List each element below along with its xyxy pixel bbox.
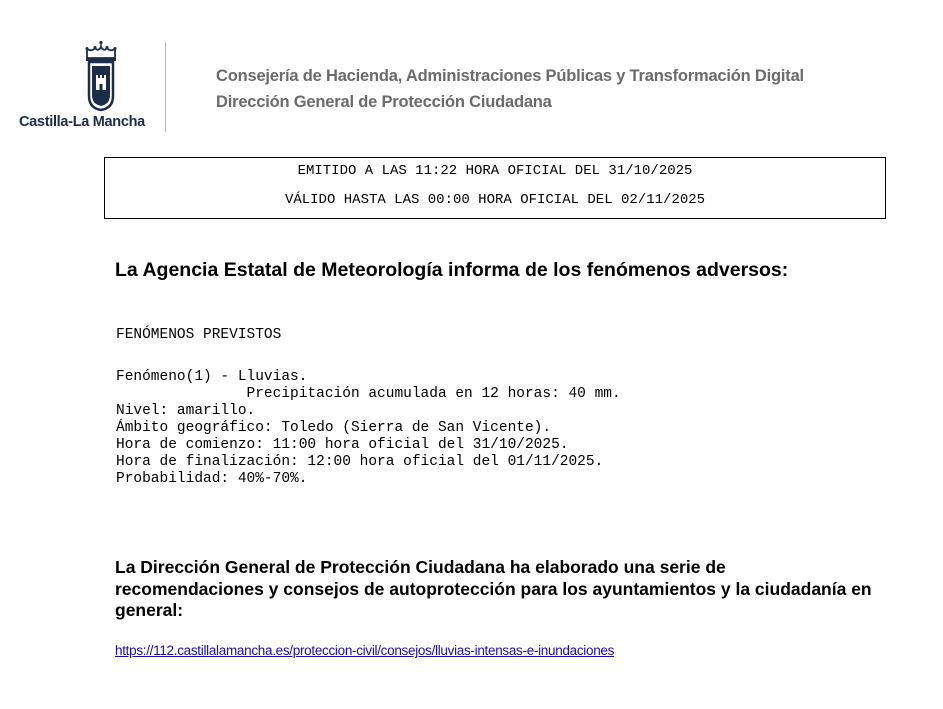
header-divider	[165, 42, 166, 132]
precipitation-line: Precipitación acumulada en 12 horas: 40 mm.	[116, 386, 621, 402]
phenomena-details	[116, 369, 621, 488]
logo-text: Castilla-La Mancha	[19, 114, 145, 130]
scope-line: Ámbito geográfico: Toledo (Sierra de San Vicente).	[116, 420, 552, 436]
castilla-la-mancha-logo	[14, 40, 164, 135]
phenomenon-line: Fenómeno(1) - Lluvias.	[116, 369, 308, 385]
recommendations-text: La Dirección General de Protección Ciudadana ha elaborado una serie de recomendaciones y consejos de autoprotección para los ayuntamientos y la ciudadanía en general:	[115, 557, 872, 620]
crown-icon	[84, 40, 118, 62]
emission-box	[104, 157, 886, 219]
phenomena-title: FENÓMENOS PREVISTOS	[116, 327, 282, 343]
probability-line: Probabilidad: 40%-70%.	[116, 471, 308, 487]
end-line: Hora de finalización: 12:00 hora oficial del 01/11/2025.	[116, 454, 604, 470]
issued-time: EMITIDO A LAS 11:22 HORA OFICIAL DEL 31/10/2025	[297, 163, 693, 179]
ministry-name: Consejería de Hacienda, Administraciones Públicas y Transformación Digital	[216, 67, 804, 85]
level-line: Nivel: amarillo.	[116, 403, 256, 419]
recommendations-link[interactable]: https://112.castillalamancha.es/proteccion-civil/consejos/lluvias-intensas-e-inundaciones	[115, 643, 615, 658]
directorate-name: Dirección General de Protección Ciudadana	[216, 93, 552, 111]
aemet-heading: La Agencia Estatal de Meteorología informa de los fenómenos adversos:	[115, 259, 789, 281]
castle-shield-icon	[87, 60, 115, 112]
start-line: Hora de comienzo: 11:00 hora oficial del 31/10/2025.	[116, 437, 569, 453]
valid-until: VÁLIDO HASTA LAS 00:00 HORA OFICIAL DEL 02/11/2025	[284, 192, 706, 208]
